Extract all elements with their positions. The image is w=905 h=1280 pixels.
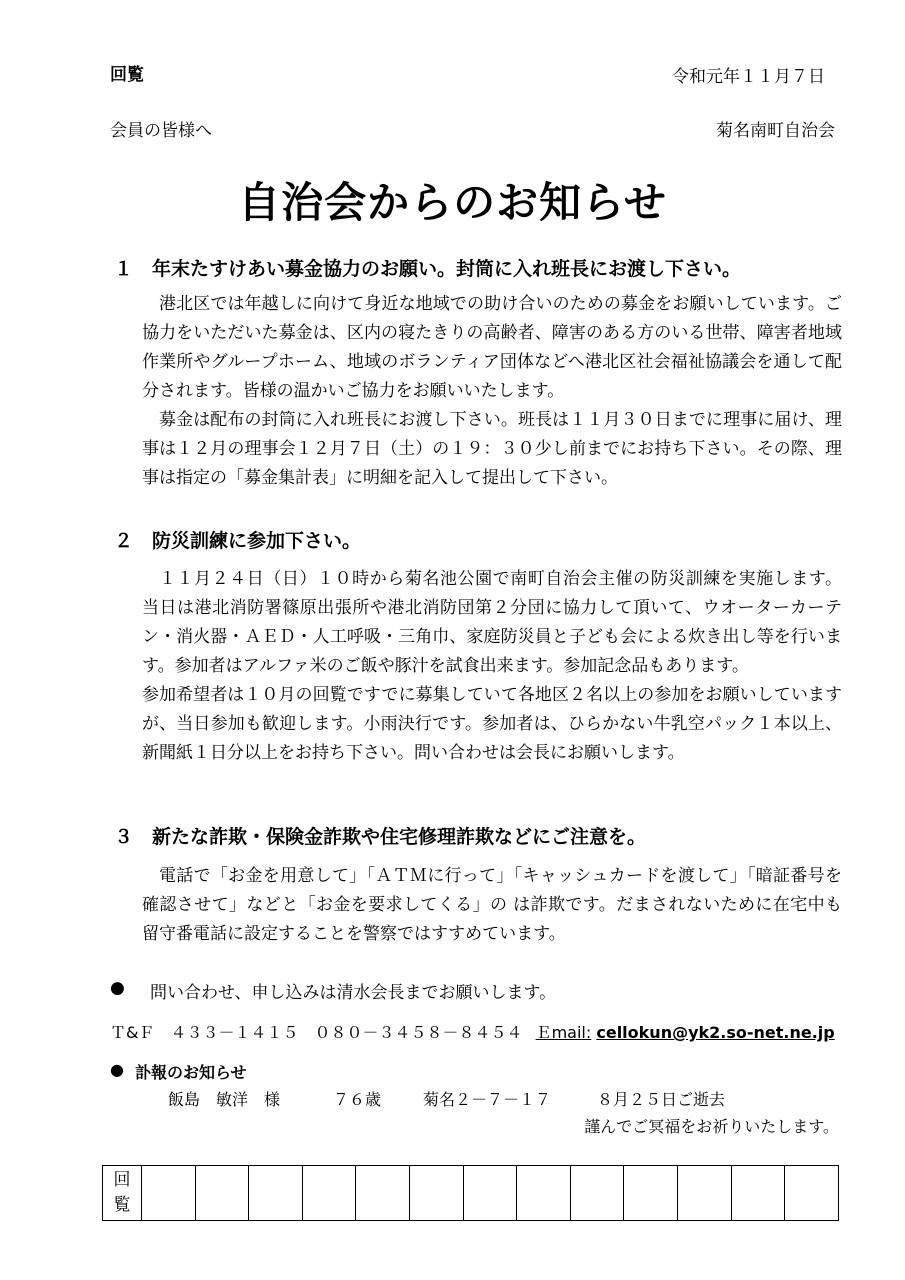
- sender: 菊名南町自治会: [716, 121, 835, 141]
- obituary-date: ８月２５日ご逝去: [597, 1090, 726, 1109]
- section-2-body: [142, 565, 842, 768]
- contact-note: 問い合わせ、申し込みは清水会長までお願いします。: [150, 983, 557, 1003]
- stamp-cell[interactable]: [570, 1166, 624, 1221]
- section-3-paragraph-1: 電話で「お金を用意して」「ＡＴＭに行って」「キャッシュカードを渡して」「暗証番号を確認させて」などと「お金を要求してくる」の は詐欺です。だまされないために在宅中も留守番電話に設定することを警察ではすすめています。: [142, 866, 842, 944]
- contact-bullet: ●: [110, 978, 125, 998]
- section-1-paragraph-1: 港北区では年越しに向けて身近な地域での助け合いのための募金をお願いしています。ご協力をいただいた募金は、区内の寝たきりの高齢者、障害のある方のいる世帯、障害者地域作業所やグループホーム、地域のボランティア団体などへ港北区社会福祉協議会を通して配分されます。皆様の温かいご協力をお願いいたします。: [142, 294, 842, 401]
- issue-date: 令和元年１１月７日: [672, 67, 825, 87]
- obituary-bullet: ●: [110, 1060, 124, 1079]
- stamp-table-label: [103, 1166, 142, 1221]
- section-2-paragraph-2: 参加希望者は１０月の回覧ですでに募集していて各地区２名以上の参加をお願いしていますが、当日参加も歓迎します。小雨決行です。参加者は、ひらかない牛乳空パック１本以上、新聞紙１日分以上をお持ち下さい。問い合わせは会長にお願いします。: [142, 685, 842, 763]
- email-link[interactable]: cellokun@yk2.so-net.ne.jp: [596, 1023, 835, 1042]
- stamp-table-label-bottom: 覧: [113, 1195, 131, 1215]
- obituary-condolence: 謹んでご冥福をお祈りいたします。: [584, 1117, 839, 1136]
- stamp-cell[interactable]: [463, 1166, 517, 1221]
- stamp-cell[interactable]: [678, 1166, 732, 1221]
- stamp-cell[interactable]: [356, 1166, 410, 1221]
- obituary-age: ７６歳: [333, 1090, 382, 1109]
- section-3-heading: ３ 新たな詐欺・保険金詐欺や住宅修理詐欺などにご注意を。: [114, 826, 647, 848]
- circulation-stamp-table: [102, 1165, 839, 1221]
- section-1-paragraph-2: 募金は配布の封筒に入れ班長にお渡し下さい。班長は１１月３０日までに理事に届け、理事は１２月の理事会１２月７日（土）の１９：３０少し前までにお持ち下さい。その際、理事は指定の「募金集計表」に明細を記入して提出して下さい。: [142, 410, 842, 488]
- stamp-cell[interactable]: [517, 1166, 571, 1221]
- stamp-cell[interactable]: [302, 1166, 356, 1221]
- stamp-table-label-top: 回: [113, 1170, 131, 1190]
- section-1-heading: １ 年末たすけあい募金協力のお願い。封筒に入れ班長にお渡し下さい。: [114, 258, 742, 280]
- contact-line: [110, 1020, 835, 1043]
- stamp-cell[interactable]: [785, 1166, 839, 1221]
- stamp-cell[interactable]: [410, 1166, 464, 1221]
- section-2-paragraph-1: １１月２４日（日）１０時から菊名池公園で南町自治会主催の防災訓練を実施します。 当日は港北消防署篠原出張所や港北消防団第２分団に協力して頂いて、ウオーターカーテン・消火器・ＡＥＤ・人工呼吸・三角巾、家庭防災員と子ども会による炊き出し等を行います。参加者はアルファ米のご飯や豚汁を試食出来ます。参加記念品もあります。: [142, 569, 842, 676]
- section-3-body: [142, 862, 842, 949]
- stamp-cell[interactable]: [142, 1166, 196, 1221]
- section-2-heading: ２ 防災訓練に参加下さい。: [114, 530, 362, 552]
- email-label: Ｅmail:: [535, 1023, 592, 1042]
- stamp-cell[interactable]: [249, 1166, 303, 1221]
- stamp-cell[interactable]: [731, 1166, 785, 1221]
- obituary-heading: 訃報のお知らせ: [135, 1063, 247, 1082]
- obituary-address: 菊名２－７－１７: [423, 1090, 552, 1109]
- stamp-cell[interactable]: [624, 1166, 678, 1221]
- circulation-label: 回覧: [110, 65, 144, 85]
- obituary-name: 飯島 敏洋 様: [168, 1090, 281, 1109]
- page-title: 自治会からのお知らせ: [238, 178, 667, 227]
- recipient: 会員の皆様へ: [110, 121, 212, 141]
- section-1-body: [142, 290, 842, 493]
- contact-phone: Ｔ&Ｆ ４３３－１４１５ ０８０－３４５８－８４５４: [110, 1023, 523, 1042]
- stamp-cell[interactable]: [195, 1166, 249, 1221]
